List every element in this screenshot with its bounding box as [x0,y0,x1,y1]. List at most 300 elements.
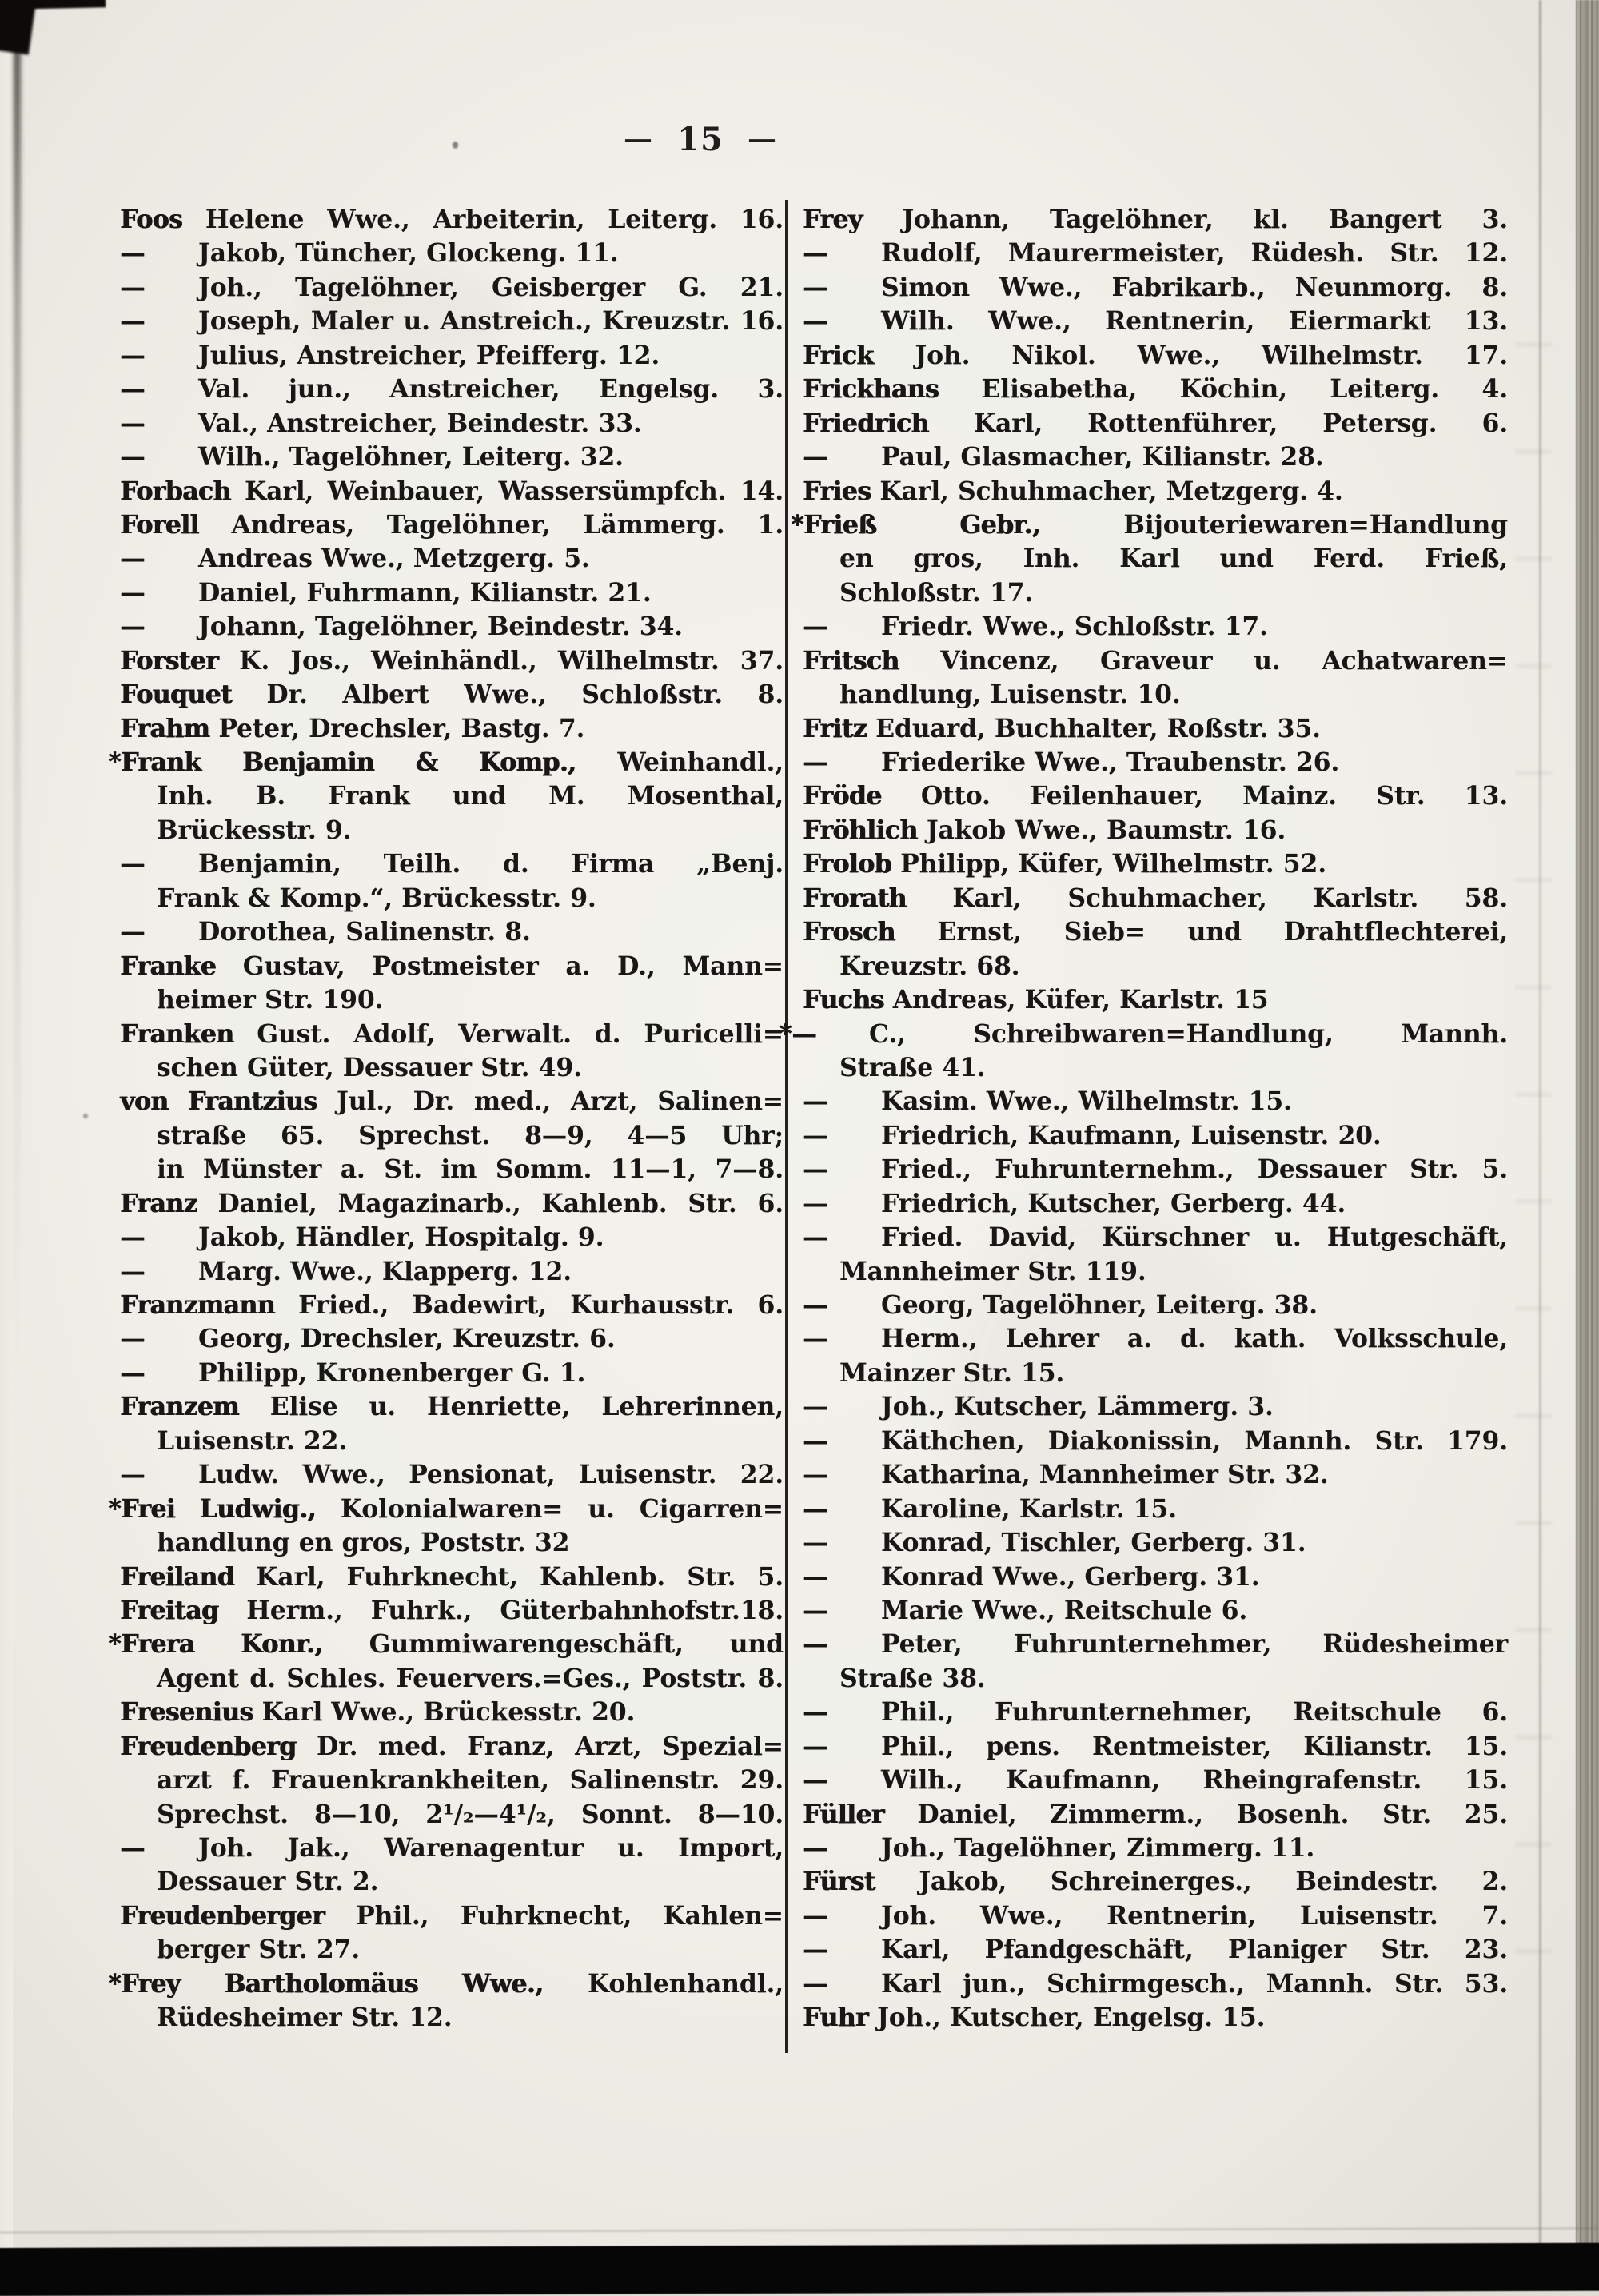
entry-text: en gros, Inh. Karl und Ferd. Frieß, [839,544,1508,574]
directory-entry-line [803,1561,1508,1594]
directory-entry-line [120,847,784,881]
entry-text: Dessauer Str. 2. [157,1867,379,1897]
ditto-dash: — [803,1935,828,1965]
directory-entry-line [803,915,1508,949]
entry-text: Schloßstr. 17. [839,577,1034,608]
ditto-dash: — [120,612,146,642]
entry-text: Brückesstr. 9. [157,815,352,845]
ditto-dash: — [120,1324,146,1354]
entry-text: Wilh. Wwe., Rentnerin, Eiermarkt 13. [881,306,1508,337]
directory-entry-line [803,882,1508,915]
entry-text: Johann, Tagelöhner, kl. Bangert 3. [862,205,1508,234]
page-bottom-edge-line [0,2227,1599,2233]
surname-lead: Frey [803,205,863,234]
directory-entry-line [803,1458,1508,1492]
surname-lead: *Frey Bartholomäus Wwe., [108,1968,544,1999]
entry-text: heimer Str. 190. [157,985,384,1015]
ditto-dash: — [120,544,146,574]
ditto-dash: *— [779,1018,817,1049]
directory-entry-line [120,1764,784,1797]
surname-lead: Franzem [120,1392,239,1422]
ditto-dash: — [120,849,146,879]
entry-text: Joh., Tagelöhner, Geisberger G. 21. [198,272,784,302]
entry-text: Jakob Wwe., Baumstr. 16. [917,815,1286,845]
entry-text: Joh. Nikol. Wwe., Wilhelmstr. 17. [873,340,1508,370]
surname-lead: Fröde [803,781,882,811]
directory-entry-line [108,746,784,779]
entry-text: Konrad, Tischler, Gerberg. 31. [881,1528,1306,1558]
ditto-dash: — [803,238,828,269]
directory-entry-line [120,950,784,983]
directory-entry-line [108,1967,784,2001]
ditto-dash: — [803,1425,828,1456]
ditto-dash: — [803,1731,828,1761]
surname-lead: Füller [803,1799,884,1829]
surname-lead: von Frantzius [120,1086,317,1117]
directory-entry-line [803,407,1508,440]
entry-text: Marie Wwe., Reitschule 6. [881,1595,1248,1625]
surname-lead: Frosch [803,917,895,947]
entry-text: Johann, Tagelöhner, Beindestr. 34. [198,612,683,642]
entry-text: Gust. Adolf, Verwalt. d. Puricelli= [233,1018,784,1049]
entry-text: Fried., Badewirt, Kurhausstr. 6. [274,1290,784,1320]
book-edge-band [1576,0,1599,2266]
entry-text: Karoline, Karlstr. 15. [881,1493,1177,1524]
ditto-dash: — [803,1290,828,1320]
ditto-dash: — [120,340,146,370]
entry-text: Dorothea, Salinenstr. 8. [198,917,531,947]
entry-text: handlung, Luisenstr. 10. [839,680,1181,710]
entry-text: Karl, Rottenführer, Petersg. 6. [928,408,1508,438]
directory-entry-line [120,915,784,949]
ditto-dash: — [120,1357,146,1388]
directory-entry-line [803,1221,1508,1254]
directory-entry-line [120,1018,784,1051]
surname-lead: Forell [120,509,199,540]
directory-entry-line [803,779,1508,813]
surname-lead: Frick [803,340,874,370]
surname-lead: Frolob [803,849,891,879]
ditto-dash: — [803,272,828,302]
directory-entry-line [108,1628,784,1661]
directory-entry-line [120,1526,784,1560]
directory-entry-line [803,1899,1508,1933]
surname-lead: Frickhans [803,374,939,405]
directory-entry-line [120,1322,784,1356]
ditto-dash: — [120,238,146,269]
directory-entry-line [803,1832,1508,1865]
ditto-dash: — [120,1460,146,1490]
entry-text: straße 65. Sprechst. 8—9, 4—5 Uhr; [157,1120,784,1150]
column-divider-rule [785,200,788,2053]
entry-text: Weinhandl., [576,747,784,777]
bleed-through-marks [1515,240,1552,1999]
directory-entry-line [803,950,1508,983]
directory-entry-line [803,271,1508,305]
directory-entry-line [120,1153,784,1186]
entry-text: Agent d. Schles. Feuervers.=Ges., Poststr. 8. [157,1663,784,1693]
ditto-dash: — [803,612,828,642]
ditto-dash: — [120,306,146,337]
entry-text: Karl, Schuhmacher, Karlstr. 58. [906,883,1508,913]
directory-entry-line [803,305,1508,338]
entry-text: Luisenstr. 22. [157,1425,348,1456]
ditto-dash: — [120,442,146,472]
surname-lead: Freudenberg [120,1731,297,1761]
surname-lead: Freudenberger [120,1900,325,1931]
entry-text: Kohlenhandl., [543,1968,784,1999]
directory-entry-line [803,1390,1508,1424]
surname-lead: Franke [120,951,216,981]
page-fold-line [1539,0,1541,2266]
binding-crease [14,0,21,1359]
entry-text: schen Güter, Dessauer Str. 49. [157,1052,582,1082]
entry-text: Fried. David, Kürschner u. Hutgeschäft, [881,1222,1508,1253]
directory-entry-line [120,2001,784,2035]
surname-lead: Forster [120,645,218,676]
directory-entry-line [120,644,784,678]
ditto-dash: — [803,1833,828,1863]
surname-lead: Fresenius [120,1697,253,1728]
directory-entry-line [120,1662,784,1696]
directory-entry-line [120,1221,784,1254]
directory-entry-line [120,1696,784,1729]
directory-entry-line [120,1899,784,1933]
entry-text: Joh., Tagelöhner, Zimmerg. 11. [881,1833,1315,1863]
surname-lead: Fürst [803,1867,875,1897]
directory-entry-line [120,271,784,305]
header-right-dash: — [747,126,777,153]
directory-entry-line [803,1255,1508,1289]
directory-entry-line [779,1018,1508,1051]
directory-entry-line [803,1289,1508,1322]
directory-entry-line [120,882,784,915]
entry-text: Inh. B. Frank und M. Mosenthal, [157,781,784,811]
directory-entry-line [803,1696,1508,1729]
page-number: 15 [677,120,724,158]
entry-text: K. Jos., Weinhändl., Wilhelmstr. 37. [217,645,784,676]
ditto-dash: — [120,1256,146,1286]
ditto-dash: — [803,442,828,472]
directory-entry-line [803,1051,1508,1085]
entry-text: Andreas Wwe., Metzgerg. 5. [198,544,590,574]
entry-text: Philipp, Kronenberger G. 1. [198,1357,586,1388]
entry-text: Käthchen, Diakonissin, Mannh. Str. 179. [881,1425,1508,1456]
directory-entry-line [803,1187,1508,1221]
ditto-dash: — [120,917,146,947]
entry-text: Herm., Fuhrk., Güterbahnhofstr.18. [218,1595,784,1625]
ditto-dash: — [803,1120,828,1150]
entry-text: Philipp, Küfer, Wilhelmstr. 52. [891,849,1327,879]
directory-entry-line [803,1357,1508,1390]
directory-entry-line [803,1628,1508,1661]
ditto-dash: — [120,577,146,608]
entry-text: Friedrich, Kutscher, Gerberg. 44. [881,1188,1346,1218]
surname-lead: Freiland [120,1561,234,1592]
directory-entry-line [803,1526,1508,1560]
header-left-dash: — [624,126,653,153]
directory-entry-line [803,1865,1508,1899]
surname-lead: Friedrich [803,408,929,438]
entry-text: Friedrich, Kaufmann, Luisenstr. 20. [881,1120,1382,1150]
entry-text: Mainzer Str. 15. [839,1357,1065,1388]
ditto-dash: — [120,408,146,438]
entry-text: Jakob, Schreinerges., Beindestr. 2. [875,1867,1508,1897]
directory-entry-line [803,1425,1508,1458]
directory-entry-line [803,1322,1508,1356]
ditto-dash: — [803,1595,828,1625]
entry-text: Daniel, Zimmerm., Bosenh. Str. 25. [883,1799,1508,1829]
ditto-dash: — [803,1528,828,1558]
directory-entry-line [120,1289,784,1322]
surname-lead: Frorath [803,883,907,913]
surname-lead: Fuhr [803,2003,868,2033]
entry-text: Jakob, Tüncher, Glockeng. 11. [198,238,619,269]
page-left-edge [0,0,13,2266]
directory-entry-line [120,1425,784,1458]
entry-text: Rüdesheimer Str. 12. [157,2003,453,2033]
ink-speck [83,1114,88,1118]
directory-entry-line [803,610,1508,644]
ditto-dash: — [120,1833,146,1863]
entry-text: Joh. Wwe., Rentnerin, Luisenstr. 7. [881,1900,1508,1931]
directory-entry-line [803,746,1508,779]
surname-lead: Frahm [120,713,210,743]
directory-entry-line [120,1085,784,1118]
ditto-dash: — [803,1188,828,1218]
directory-entry-line [120,203,784,237]
directory-entry-line [120,305,784,338]
surname-lead: Forbach [120,476,231,506]
entry-text: Kolonialwaren= u. Cigarren= [315,1493,784,1524]
ditto-dash: — [803,1765,828,1796]
surname-lead: Freitag [120,1595,219,1625]
directory-entry-line [803,983,1508,1017]
entry-text: Gustav, Postmeister a. D., Mann= [216,951,784,981]
entry-text: Marg. Wwe., Klapperg. 12. [198,1256,572,1286]
directory-entry-line [803,712,1508,746]
ink-speck [453,142,458,149]
entry-text: Katharina, Mannheimer Str. 32. [881,1460,1329,1490]
entry-text: Vincenz, Graveur u. Achatwaren= [899,645,1508,676]
directory-entry-line [803,2001,1508,2035]
entry-text: Friedr. Wwe., Schloßstr. 17. [881,612,1268,642]
entry-text: Paul, Glasmacher, Kilianstr. 28. [881,442,1324,472]
entry-text: Karl, Fuhrknecht, Kahlenb. Str. 5. [233,1561,784,1592]
ditto-dash: — [803,1493,828,1524]
directory-entry-line [120,814,784,847]
ditto-dash: — [120,272,146,302]
ditto-dash: — [803,1697,828,1728]
entry-text: berger Str. 27. [157,1935,361,1965]
entry-text: Andreas, Tagelöhner, Lämmerg. 1. [198,509,784,540]
entry-text: Karl, Weinbauer, Wassersümpfch. 14. [230,476,784,506]
ditto-dash: — [803,1900,828,1931]
directory-entry-line [120,712,784,746]
surname-lead: *Frei Ludwig., [108,1493,316,1524]
directory-entry-line [803,1730,1508,1764]
entry-text: Julius, Anstreicher, Pfeifferg. 12. [198,340,660,370]
ditto-dash: — [803,1561,828,1592]
directory-entry-line [803,1153,1508,1186]
scan-corner-shadow [0,0,36,55]
entry-text: Andreas, Küfer, Karlstr. 15 [883,985,1269,1015]
surname-lead: *Frank Benjamin & Komp., [108,747,576,777]
directory-entry-line [803,373,1508,406]
directory-entry-line [120,610,784,644]
directory-entry-line [803,1798,1508,1832]
surname-lead: *Frera Konr., [108,1629,323,1660]
directory-entry-line [120,1798,784,1832]
directory-entry-line [108,1493,784,1526]
surname-lead: Fritz [803,713,867,743]
directory-entry-line [803,542,1508,576]
entry-text: Karl, Schuhmacher, Metzgerg. 4. [871,476,1343,506]
directory-entry-line [803,1493,1508,1526]
entry-text: Straße 41. [839,1052,986,1082]
directory-entry-line [120,1561,784,1594]
surname-lead: Foos [120,205,182,234]
directory-entry-line [120,407,784,440]
directory-entry-line [803,440,1508,474]
entry-text: Joseph, Maler u. Anstreich., Kreuzstr. 16. [198,306,784,337]
directory-entry-line [803,1933,1508,1967]
entry-text: Helene Wwe., Arbeiterin, Leiterg. 16. [182,205,784,234]
directory-entry-line [120,1119,784,1153]
directory-entry-line [120,1832,784,1865]
entry-text: Kasim. Wwe., Wilhelmstr. 15. [881,1086,1292,1117]
directory-entry-line [120,1933,784,1967]
directory-entry-line [120,1730,784,1764]
directory-entry-line [803,1662,1508,1696]
entry-text: Phil., Fuhrknecht, Kahlen= [324,1900,784,1931]
ditto-dash: — [120,374,146,405]
ditto-dash: — [803,1222,828,1253]
directory-entry-line [803,1764,1508,1797]
ditto-dash: — [803,1968,828,1999]
directory-entry-line [120,475,784,508]
entry-text: Peter, Fuhrunternehmer, Rüdesheimer [881,1629,1508,1660]
entry-text: Val. jun., Anstreicher, Engelsg. 3. [198,374,784,405]
entry-text: Peter, Drechsler, Bastg. 7. [209,713,585,743]
directory-entry-line [803,847,1508,881]
entry-text: Benjamin, Teilh. d. Firma „Benj. [198,849,784,879]
directory-entry-line [803,1967,1508,2001]
directory-column-right [779,203,1509,2035]
entry-text: Herm., Lehrer a. d. kath. Volksschule, [881,1324,1508,1354]
entry-text: Mannheimer Str. 119. [839,1256,1146,1286]
ditto-dash: — [803,1324,828,1354]
directory-entry-line [791,508,1509,542]
directory-column-left [108,203,784,2035]
entry-text: arzt f. Frauenkrankheiten, Salinenstr. 29. [157,1765,784,1796]
entry-text: in Münster a. St. im Somm. 11—1, 7—8. [157,1154,784,1185]
entry-text: Joh., Kutscher, Lämmerg. 3. [881,1392,1274,1422]
entry-text: Dr. med. Franz, Arzt, Spezial= [296,1731,784,1761]
directory-entry-line [120,983,784,1017]
ditto-dash: — [803,1086,828,1117]
entry-text: Georg, Drechsler, Kreuzstr. 6. [198,1324,616,1354]
entry-text: Gummiwarengeschäft, und [322,1629,784,1660]
entry-text: Ernst, Sieb= und Drahtflechterei, [895,917,1508,947]
ditto-dash: — [120,1222,146,1253]
entry-text: Friederike Wwe., Traubenstr. 26. [881,747,1340,777]
entry-text: Karl Wwe., Brückesstr. 20. [253,1697,636,1728]
ditto-dash: — [803,306,828,337]
surname-lead: Franken [120,1018,234,1049]
entry-text: Karl jun., Schirmgesch., Mannh. Str. 53. [881,1968,1508,1999]
entry-text: Kreuzstr. 68. [839,951,1020,981]
entry-text: Karl, Pfandgeschäft, Planiger Str. 23. [881,1935,1508,1965]
directory-entry-line [803,678,1508,712]
entry-text: Sprechst. 8—10, 2¹/₂—4¹/₂, Sonnt. 8—10. [157,1799,784,1829]
scan-edge-bottom [0,2243,1599,2296]
directory-entry-line [120,1187,784,1221]
directory-entry-line [120,339,784,373]
directory-entry-line [803,339,1508,373]
directory-entry-line [120,1594,784,1628]
surname-lead: Fuchs [803,985,884,1015]
entry-text: Daniel, Magazinarb., Kahlenb. Str. 6. [197,1188,784,1218]
entry-text: C., Schreibwaren=Handlung, Mannh. [869,1018,1508,1049]
directory-entry-line [120,440,784,474]
entry-text: Georg, Tagelöhner, Leiterg. 38. [881,1290,1318,1320]
entry-text: Konrad Wwe., Gerberg. 31. [881,1561,1260,1592]
directory-entry-line [120,373,784,406]
ditto-dash: — [803,1154,828,1185]
entry-text: Jul., Dr. med., Arzt, Salinen= [317,1086,784,1117]
directory-entry-line [120,779,784,813]
entry-text: Elise u. Henriette, Lehrerinnen, [238,1392,784,1422]
directory-entry-line [120,1865,784,1899]
ditto-dash: — [803,1460,828,1490]
directory-entry-line [803,644,1508,678]
entry-text: Phil., Fuhrunternehmer, Reitschule 6. [881,1697,1508,1728]
directory-entry-line [120,237,784,270]
entry-text: Simon Wwe., Fabrikarb., Neunmorg. 8. [881,272,1508,302]
entry-text: Daniel, Fuhrmann, Kilianstr. 21. [198,577,652,608]
entry-text: Dr. Albert Wwe., Schloßstr. 8. [231,680,784,710]
ditto-dash: — [803,1629,828,1660]
surname-lead: Fritsch [803,645,899,676]
entry-text: Joh., Kutscher, Engelsg. 15. [867,2003,1266,2033]
entry-text: Rudolf, Maurermeister, Rüdesh. Str. 12. [881,238,1508,269]
directory-entry-line [120,1255,784,1289]
directory-entry-line [803,1085,1508,1118]
directory-entry-line [803,1594,1508,1628]
directory-entry-line [120,1458,784,1492]
entry-text: Bijouteriewaren=Handlung [1040,509,1509,540]
directory-entry-line [120,542,784,576]
ditto-dash: — [803,747,828,777]
entry-text: Wilh., Tagelöhner, Leiterg. 32. [198,442,624,472]
surname-lead: Fouquet [120,680,232,710]
directory-entry-line [120,508,784,542]
surname-lead: Franzmann [120,1290,275,1320]
entry-text: Fried., Fuhrunternehm., Dessauer Str. 5. [881,1154,1508,1185]
directory-entry-line [803,475,1508,508]
directory-entry-line [120,1390,784,1424]
surname-lead: Fries [803,476,871,506]
surname-lead: *Frieß Gebr., [791,509,1041,540]
entry-text: Jakob, Händler, Hospitalg. 9. [198,1222,604,1253]
entry-text: Eduard, Buchhalter, Roßstr. 35. [866,713,1321,743]
directory-entry-line [120,678,784,712]
entry-text: Ludw. Wwe., Pensionat, Luisenstr. 22. [198,1460,784,1490]
entry-text: Straße 38. [839,1663,986,1693]
entry-text: Frank & Komp.“, Brückesstr. 9. [157,883,596,913]
page-number-header [624,118,777,160]
